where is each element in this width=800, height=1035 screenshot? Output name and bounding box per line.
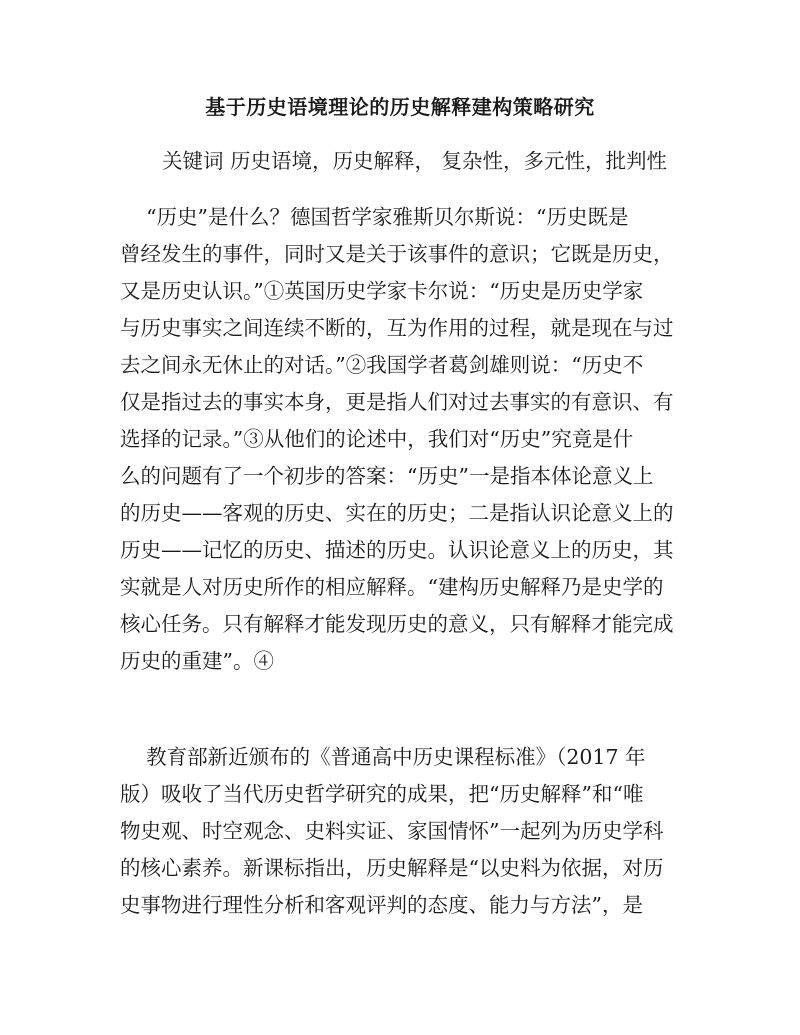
paragraph-line: 曾经发生的事件，同时又是关于该事件的意识；它既是历史， <box>120 242 674 266</box>
paragraph-line: 的历史——客观的历史、实在的历史；二是指认识论意义上的 <box>120 501 674 525</box>
paragraph-line: 实就是人对历史所作的相应解释。“建构历史解释乃是史学的 <box>120 575 664 599</box>
document-title: 基于历史语境理论的历史解释建构策略研究 <box>205 95 595 119</box>
keywords-line: 关键词 历史语境，历史解释， 复杂性，多元性，批判性 <box>162 149 668 173</box>
paragraph-line: 物史观、时空观念、史料实证、家国情怀”一起列为历史学科 <box>120 819 664 843</box>
paragraph-line: 历史——记忆的历史、描述的历史。认识论意义上的历史，其 <box>120 538 674 562</box>
paragraph-line: 选择的记录。”③从他们的论述中，我们对“历史”究竟是什 <box>120 427 634 451</box>
paragraph-line: 版）吸收了当代历史哲学研究的成果，把“历史解释”和“唯 <box>120 782 644 806</box>
body-paragraph-1 <box>120 199 680 680</box>
paragraph-line: 历史的重建”。④ <box>120 649 274 673</box>
body-paragraph-2 <box>120 739 680 924</box>
paragraph-line: 史事物进行理性分析和客观评判的态度、能力与方法”，是 <box>120 893 643 917</box>
paragraph-line: 去之间永无休止的对话。”②我国学者葛剑雄则说：“历史不 <box>120 353 644 377</box>
paragraph-line: 么的问题有了一个初步的答案：“历史”一是指本体论意义上 <box>120 464 654 488</box>
paragraph-line: 与历史事实之间连续不断的，互为作用的过程，就是现在与过 <box>120 316 674 340</box>
paragraph-line: 又是历史认识。”①英国历史学家卡尔说：“历史是历史学家 <box>120 279 644 303</box>
paragraph-line: “历史”是什么？德国哲学家雅斯贝尔斯说：“历史既是 <box>120 205 629 229</box>
paragraph-line: 仅是指过去的事实本身，更是指人们对过去事实的有意识、有 <box>120 390 674 414</box>
paragraph-line: 教育部新近颁布的《普通高中历史课程标准》（2017 年 <box>120 745 646 769</box>
paragraph-line: 核心任务。只有解释才能发现历史的意义，只有解释才能完成 <box>120 612 674 636</box>
paragraph-line: 的核心素养。新课标指出，历史解释是“以史料为依据，对历 <box>120 856 664 880</box>
